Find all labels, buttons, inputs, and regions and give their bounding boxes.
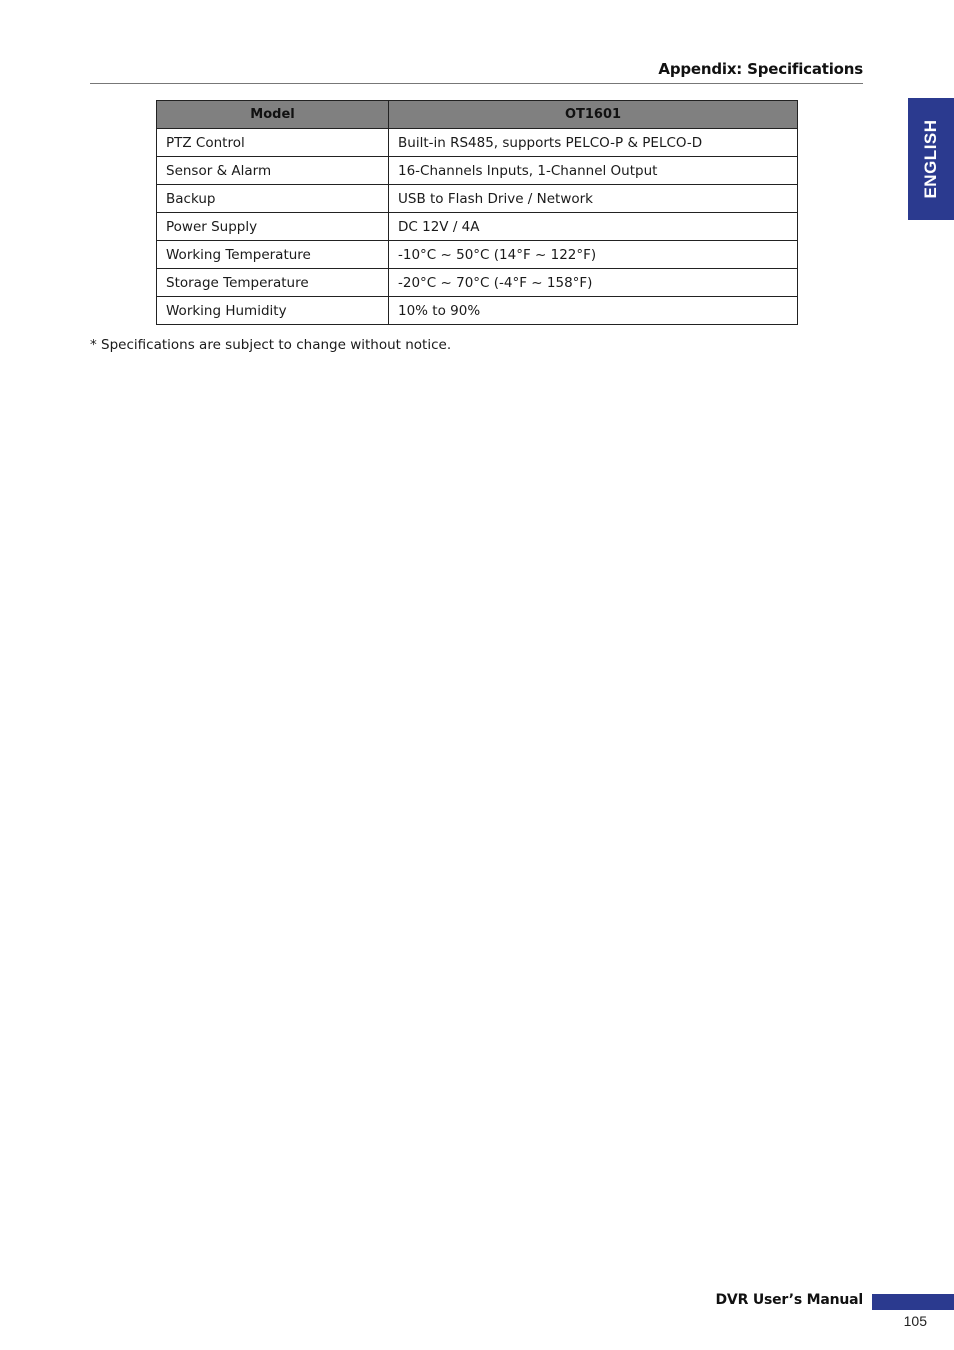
footer-manual-title: DVR User’s Manual <box>715 1292 863 1308</box>
spec-label-cell: Working Humidity <box>157 297 389 325</box>
spec-label-cell: Storage Temperature <box>157 269 389 297</box>
table-header-cell: OT1601 <box>389 101 798 129</box>
spec-label-cell: Working Temperature <box>157 241 389 269</box>
table-row <box>157 213 798 241</box>
language-tab <box>908 98 954 220</box>
specifications-note: * Specifications are subject to change without notice. <box>90 337 452 353</box>
table-row <box>157 129 798 157</box>
table-header-row <box>157 101 798 129</box>
table-row <box>157 185 798 213</box>
spec-value-cell: 16-Channels Inputs, 1-Channel Output <box>389 157 798 185</box>
spec-label-cell: Power Supply <box>157 213 389 241</box>
specifications-table <box>156 100 798 325</box>
footer-accent-bar <box>872 1294 954 1310</box>
table-header-cell: Model <box>157 101 389 129</box>
spec-value-cell: -20°C ~ 70°C (-4°F ~ 158°F) <box>389 269 798 297</box>
spec-value-cell: DC 12V / 4A <box>389 213 798 241</box>
page-number: 105 <box>903 1313 927 1329</box>
language-tab-label: ENGLISH <box>921 119 940 199</box>
spec-value-cell: -10°C ~ 50°C (14°F ~ 122°F) <box>389 241 798 269</box>
table-row <box>157 269 798 297</box>
spec-label-cell: Backup <box>157 185 389 213</box>
table-row <box>157 241 798 269</box>
spec-value-cell: Built-in RS485, supports PELCO-P & PELCO-D <box>389 129 798 157</box>
spec-value-cell: USB to Flash Drive / Network <box>389 185 798 213</box>
spec-label-cell: PTZ Control <box>157 129 389 157</box>
spec-label-cell: Sensor & Alarm <box>157 157 389 185</box>
table-row <box>157 157 798 185</box>
table-row <box>157 297 798 325</box>
header-divider <box>90 83 863 84</box>
page-header-title: Appendix: Specifications <box>658 60 863 78</box>
spec-value-cell: 10% to 90% <box>389 297 798 325</box>
